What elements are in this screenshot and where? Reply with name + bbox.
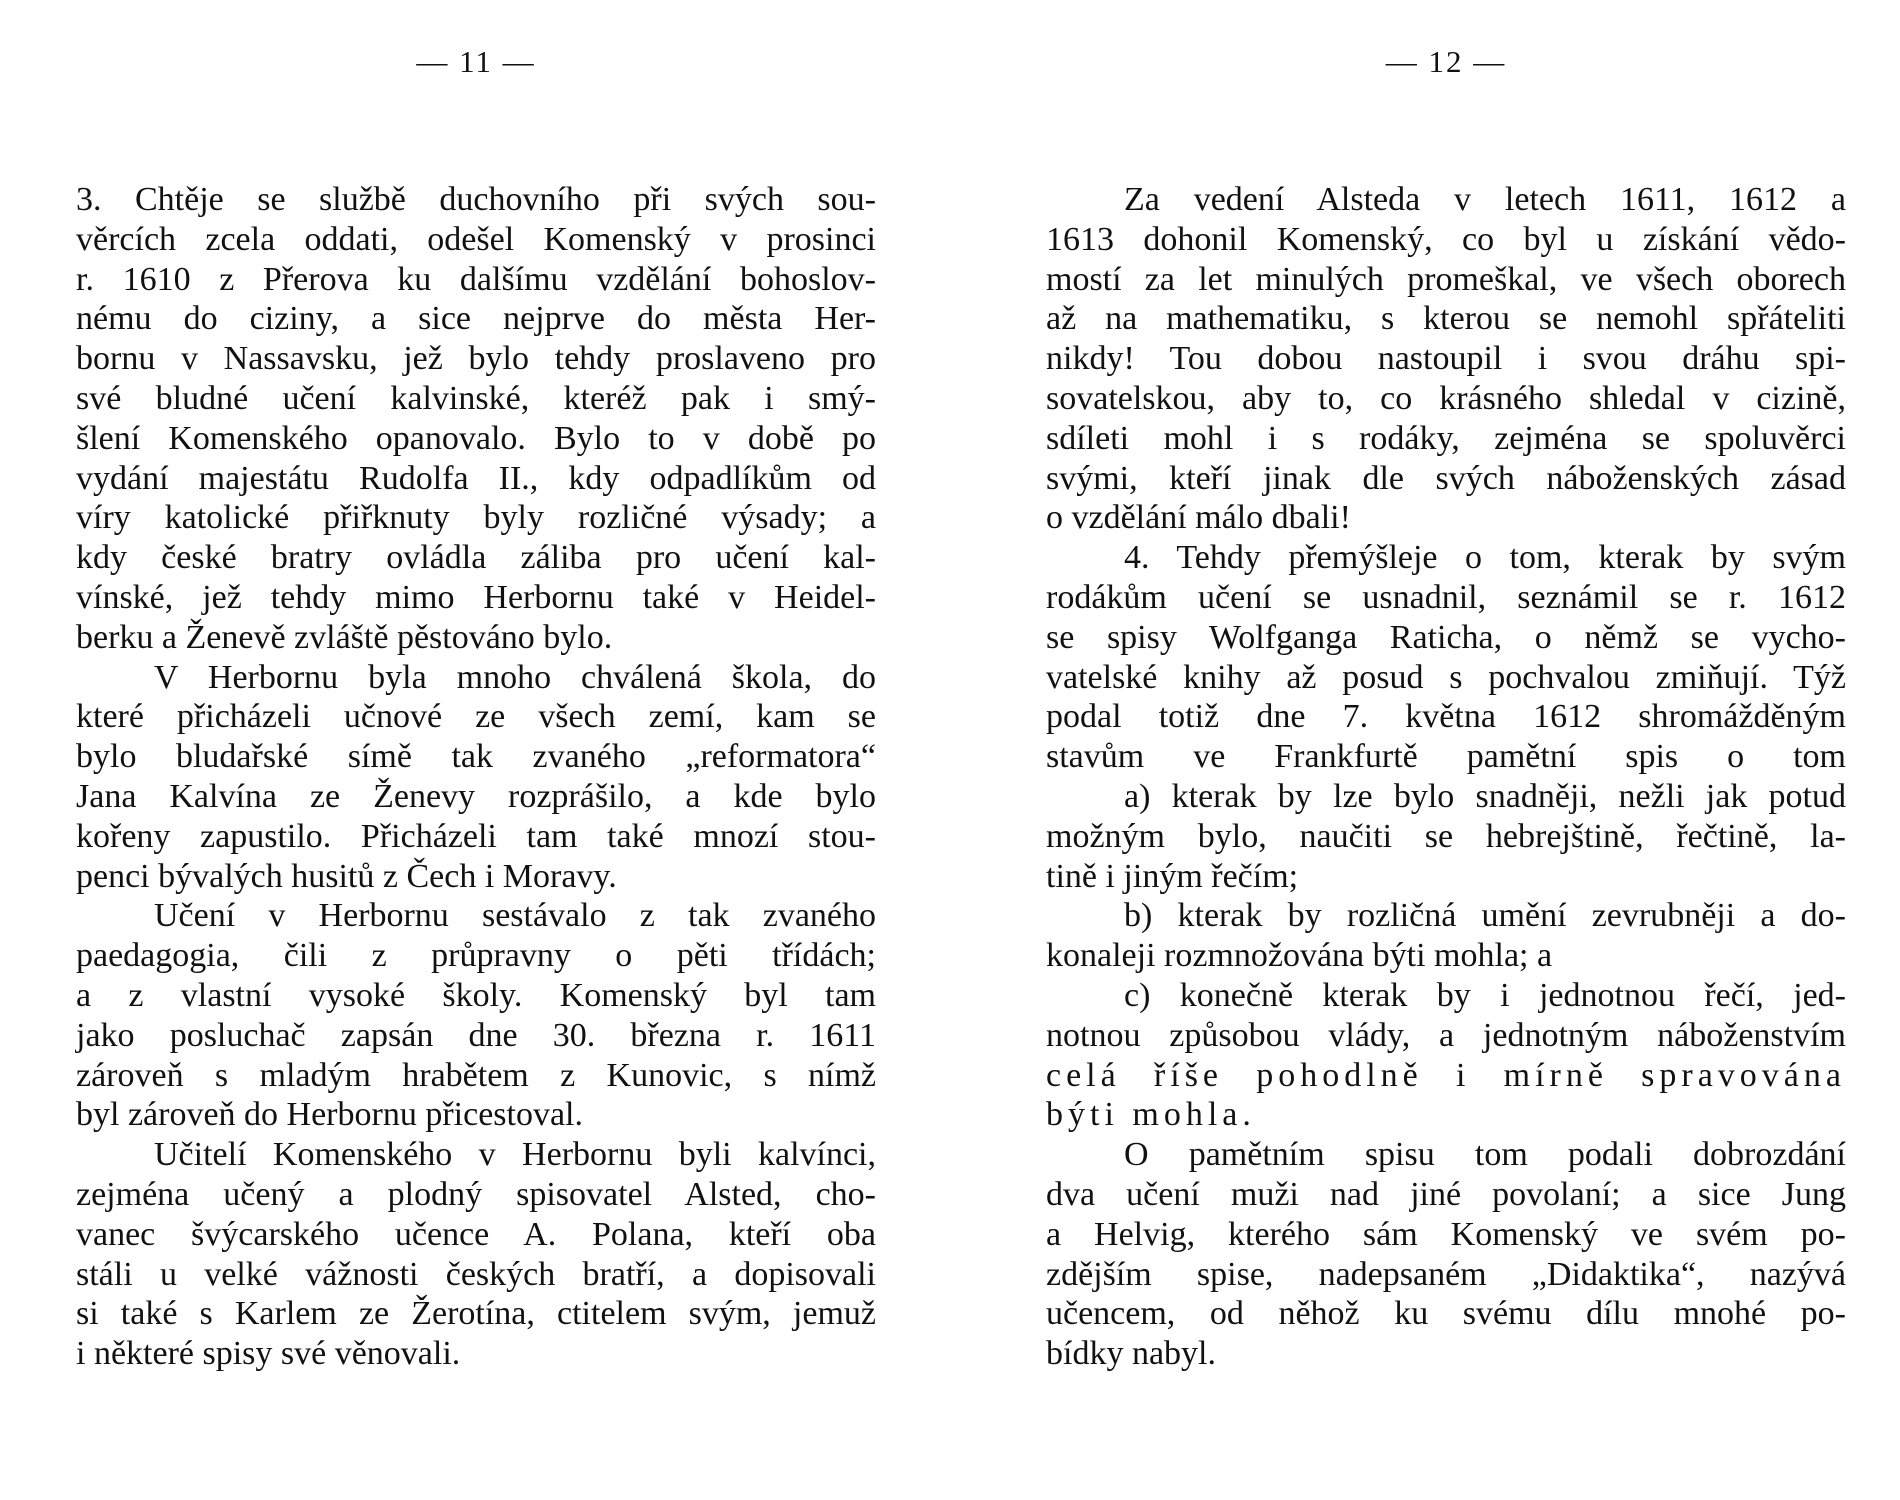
text-line: mostí za let minulých promeškal, ve všech oborech [1046,260,1846,298]
text-line: o vzdělání málo dbali! [1046,499,1351,537]
text-line: zejména učený a plodný spisovatel Alsted, cho- [76,1175,876,1213]
text-line: víry katolické přiřknuty byly rozličné výsady; a [76,499,876,537]
text-line: byl zároveň do Herbornu přicestoval. [76,1096,583,1134]
text-line: penci bývalých husitů z Čech i Moravy. [76,857,617,895]
text-line: bornu v Nassavsku, jež bylo tehdy proslaveno pro [76,340,876,378]
text-line: nému do ciziny, a sice nejprve do města Her- [76,300,876,338]
text-line: 4. Tehdy přemýšleje o tom, kterak by svým [1124,539,1846,577]
text-line: zároveň s mladým hrabětem z Kunovic, s nímž [76,1056,876,1094]
text-line: kořeny zapustilo. Přicházeli tam také mnozí stou- [76,817,876,855]
text-line: šlení Komenského opanovalo. Bylo to v době po [76,419,876,457]
page-number-right: — 12 — [1385,44,1507,79]
text-line: stáli u velké vážnosti českých bratří, a dopisovali [76,1255,876,1293]
text-line: O pamětním spisu tom podali dobrozdání [1124,1136,1846,1174]
text-line: stavům ve Frankfurtě pamětní spis o tom [1046,738,1846,776]
text-line: b) kterak by rozličná umění zevrubněji a do- [1124,897,1846,935]
text-line: podal totiž dne 7. května 1612 shromážděným [1046,698,1846,736]
text-line: c) konečně kterak by i jednotnou řečí, jed- [1124,976,1846,1014]
text-line: kdy české bratry ovládla záliba pro učení kal- [76,539,876,577]
text-line: vanec švýcarského učence A. Polana, kteří oba [76,1215,876,1253]
text-line: paedagogia, čili z průpravny o pěti třídách; [76,937,876,975]
text-line: zdějším spise, nadepsaném „Didaktika“, nazývá [1046,1255,1846,1293]
text-line: celá říše pohodlně i mírně spravována [1046,1056,1846,1094]
text-line: a Helvig, kterého sám Komenský ve svém po- [1046,1215,1846,1253]
right-page [1046,40,1846,1374]
text-line: r. 1610 z Přerova ku dalšímu vzdělání bohoslov- [76,260,876,298]
text-line: se spisy Wolfganga Raticha, o němž se vycho- [1046,618,1846,656]
text-line: sovatelskou, aby to, co krásného shledal v cizině, [1046,379,1846,417]
text-line: bylo bludařské símě tak zvaného „reformatora“ [76,738,876,776]
text-line: 1613 dohonil Komenský, co byl u získání vědo- [1046,220,1846,258]
text-line: svými, kteří jinak dle svých náboženských zásad [1046,459,1846,497]
text-line: si také s Karlem ze Žerotína, ctitelem svým, jemuž [76,1295,876,1333]
text-line: bídky nabyl. [1046,1335,1216,1373]
text-line: sdíleti mohl i s rodáky, zejména se spoluvěrci [1046,419,1846,457]
text-line: své bludné učení kalvinské, kteréž pak i smý- [76,379,876,417]
text-line: nikdy! Tou dobou nastoupil i svou dráhu spi- [1046,340,1846,378]
text-line: které přicházeli učnové ze všech zemí, kam se [76,698,876,736]
text-line: býti mohla. [1046,1096,1256,1134]
text-line: a) kterak by lze bylo snadněji, nežli jak potud [1124,777,1846,815]
text-line: a z vlastní vysoké školy. Komenský byl tam [76,976,876,1014]
text-line: Učitelí Komenského v Herbornu byli kalvínci, [154,1136,876,1174]
text-line: učencem, od něhož ku svému dílu mnohé po- [1046,1295,1846,1333]
right-page-text [1046,180,1846,1374]
text-line: Učení v Herbornu sestávalo z tak zvaného [154,897,876,935]
text-line: tině i jiným řečím; [1046,857,1299,895]
text-line: vínské, jež tehdy mimo Herbornu také v Heidel- [76,578,876,616]
text-line: vatelské knihy až posud s pochvalou zmiňují. Týž [1046,658,1846,696]
text-line: konaleji rozmnožována býti mohla; a [1046,937,1553,975]
text-line: berku a Ženevě zvláště pěstováno bylo. [76,618,613,656]
text-line: věrcích zcela oddati, odešel Komenský v prosinci [76,220,876,258]
text-line: jako posluchač zapsán dne 30. března r. 1611 [76,1016,876,1054]
text-line: notnou způsobou vlády, a jednotným náboženstvím [1046,1016,1846,1054]
text-line: Jana Kalvína ze Ženevy rozprášilo, a kde bylo [76,777,876,815]
text-line: Za vedení Alsteda v letech 1611, 1612 a [1124,181,1846,218]
text-line: možným bylo, naučiti se hebrejštině, řečtině, la- [1046,817,1846,855]
page-number-left: — 11 — [416,44,536,79]
text-line: V Herbornu byla mnoho chválená škola, do [154,658,876,696]
left-page [76,40,876,1374]
text-line: rodákům učení se usnadnil, seznámil se r. 1612 [1046,578,1846,616]
text-line: 3. Chtěje se službě duchovního při svých sou- [76,181,876,218]
left-page-text [76,180,876,1374]
text-line: i některé spisy své věnovali. [76,1335,461,1373]
text-line: vydání majestátu Rudolfa II., kdy odpadlíkům od [76,459,876,497]
text-line: až na mathematiku, s kterou se nemohl spřáteliti [1046,300,1846,338]
text-line: dva učení muži nad jiné povolaní; a sice Jung [1046,1175,1846,1213]
